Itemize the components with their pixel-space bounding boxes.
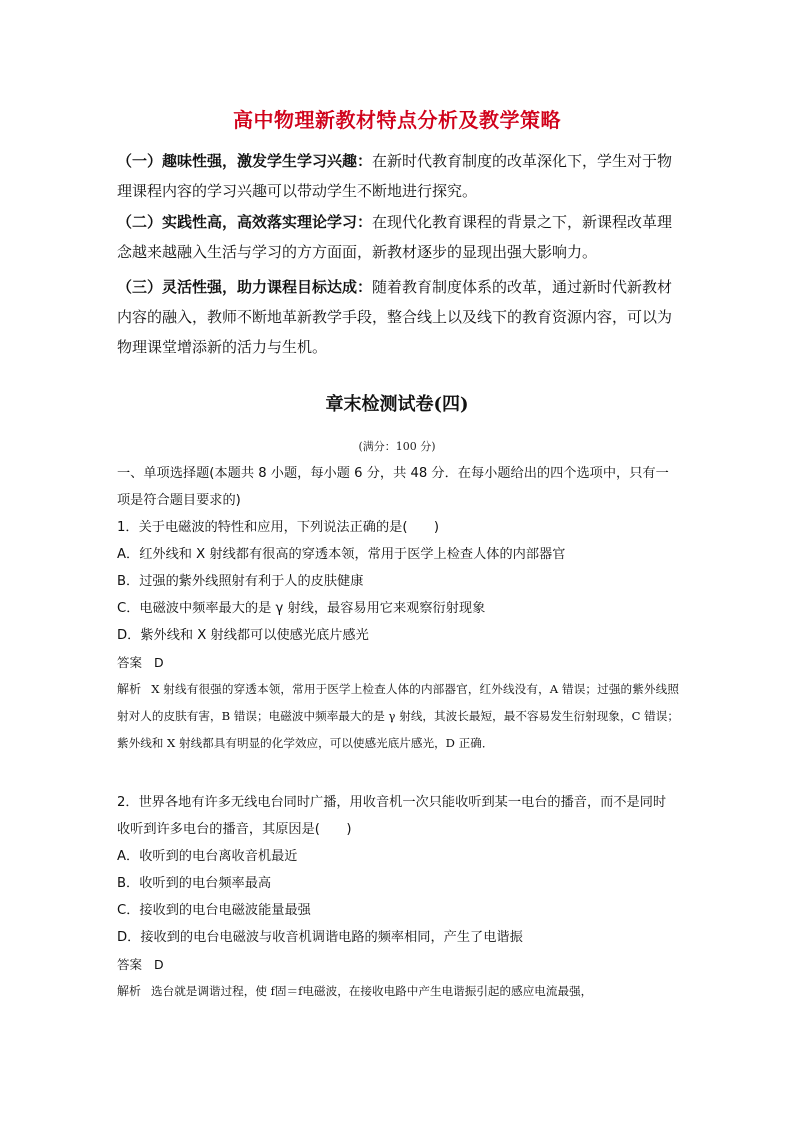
option-d: D．紫外线和 X 射线都可以使感光底片感光 (117, 628, 369, 643)
explanation (117, 978, 679, 1005)
explanation-text: X 射线有很强的穿透本领，常用于医学上检查人体的内部器官，红外线没有，A 错误；过强的紫外线照射对人的皮肤有害，B 错误；电磁波中频率最大的是 γ 射线，其波长最短，最不容易发生衍射现象，C 错误；紫外线和 X 射线都具有明显的化学效应，可以使感光底片感光，D 正确． (117, 682, 679, 750)
answer-label: 答案 (117, 655, 143, 670)
explanation-label: 解析 (117, 682, 142, 696)
answer-value: D (154, 655, 164, 670)
option-a: A．收听到的电台离收音机最近 (117, 849, 298, 864)
paragraph-lead: （一）趣味性强，激发学生学习兴趣： (117, 152, 373, 170)
paragraph-text: 随着教育制度体系的改革，通过新时代新教材内容的融入，教师不断地革新教学手段，整合线上以及线下的教育资源内容，可以为物理课堂增添新的活力与生机。 (117, 278, 673, 356)
intro-paragraph-3 (117, 272, 677, 362)
option-b: B．过强的紫外线照射有利于人的皮肤健康 (117, 574, 364, 589)
answer-line (117, 951, 679, 978)
explanation (117, 676, 679, 757)
question-block-2 (117, 789, 679, 1005)
question-stem: 1．关于电磁波的特性和应用，下列说法正确的是( ) (117, 520, 439, 535)
explanation-text: 选台就是调谐过程，使 f固＝f电磁波，在接收电路中产生电谐振引起的感应电流最强， (151, 984, 593, 998)
explanation-label: 解析 (117, 984, 142, 998)
intro-paragraph-1 (117, 146, 677, 206)
option-c: C．电磁波中频率最大的是 γ 射线，最容易用它来观察衍射现象 (117, 601, 486, 616)
answer-line (117, 649, 679, 676)
paragraph-text: 在新时代教育制度的改革深化下，学生对于物理课程内容的学习兴趣可以带动学生不断地进行探究。 (117, 152, 673, 200)
option-a: A．红外线和 X 射线都有很高的穿透本领，常用于医学上检查人体的内部器官 (117, 547, 566, 562)
option-d: D．接收到的电台电磁波与收音机调谐电路的频率相同，产生了电谐振 (117, 930, 523, 945)
answer-label: 答案 (117, 957, 143, 972)
option-b: B．收听到的电台频率最高 (117, 876, 272, 891)
paragraph-text: 在现代化教育课程的背景之下，新课程改革理念越来越融入生活与学习的方方面面，新教材逐步的显现出强大影响力。 (117, 213, 673, 261)
paragraph-lead: （二）实践性高，高效落实理论学习： (117, 213, 373, 231)
intro-title: 高中物理新教材特点分析及教学策略 (233, 108, 561, 132)
paragraph-lead: （三）灵活性强，助力课程目标达成： (117, 278, 373, 296)
exam-title: 章末检测试卷(四) (325, 394, 469, 415)
section-heading: 一、单项选择题(本题共 8 小题，每小题 6 分，共 48 分．在每小题给出的四个选项中，只有一项是符合题目要求的) (117, 466, 669, 508)
option-c: C．接收到的电台电磁波能量最强 (117, 903, 311, 918)
question-block-1 (117, 460, 679, 757)
question-stem: 2．世界各地有许多无线电台同时广播，用收音机一次只能收听到某一电台的播音，而不是同时收听到许多电台的播音，其原因是( ) (117, 795, 667, 837)
answer-value: D (154, 957, 164, 972)
intro-paragraph-2 (117, 207, 677, 267)
exam-score: (满分：100 分) (358, 440, 436, 453)
